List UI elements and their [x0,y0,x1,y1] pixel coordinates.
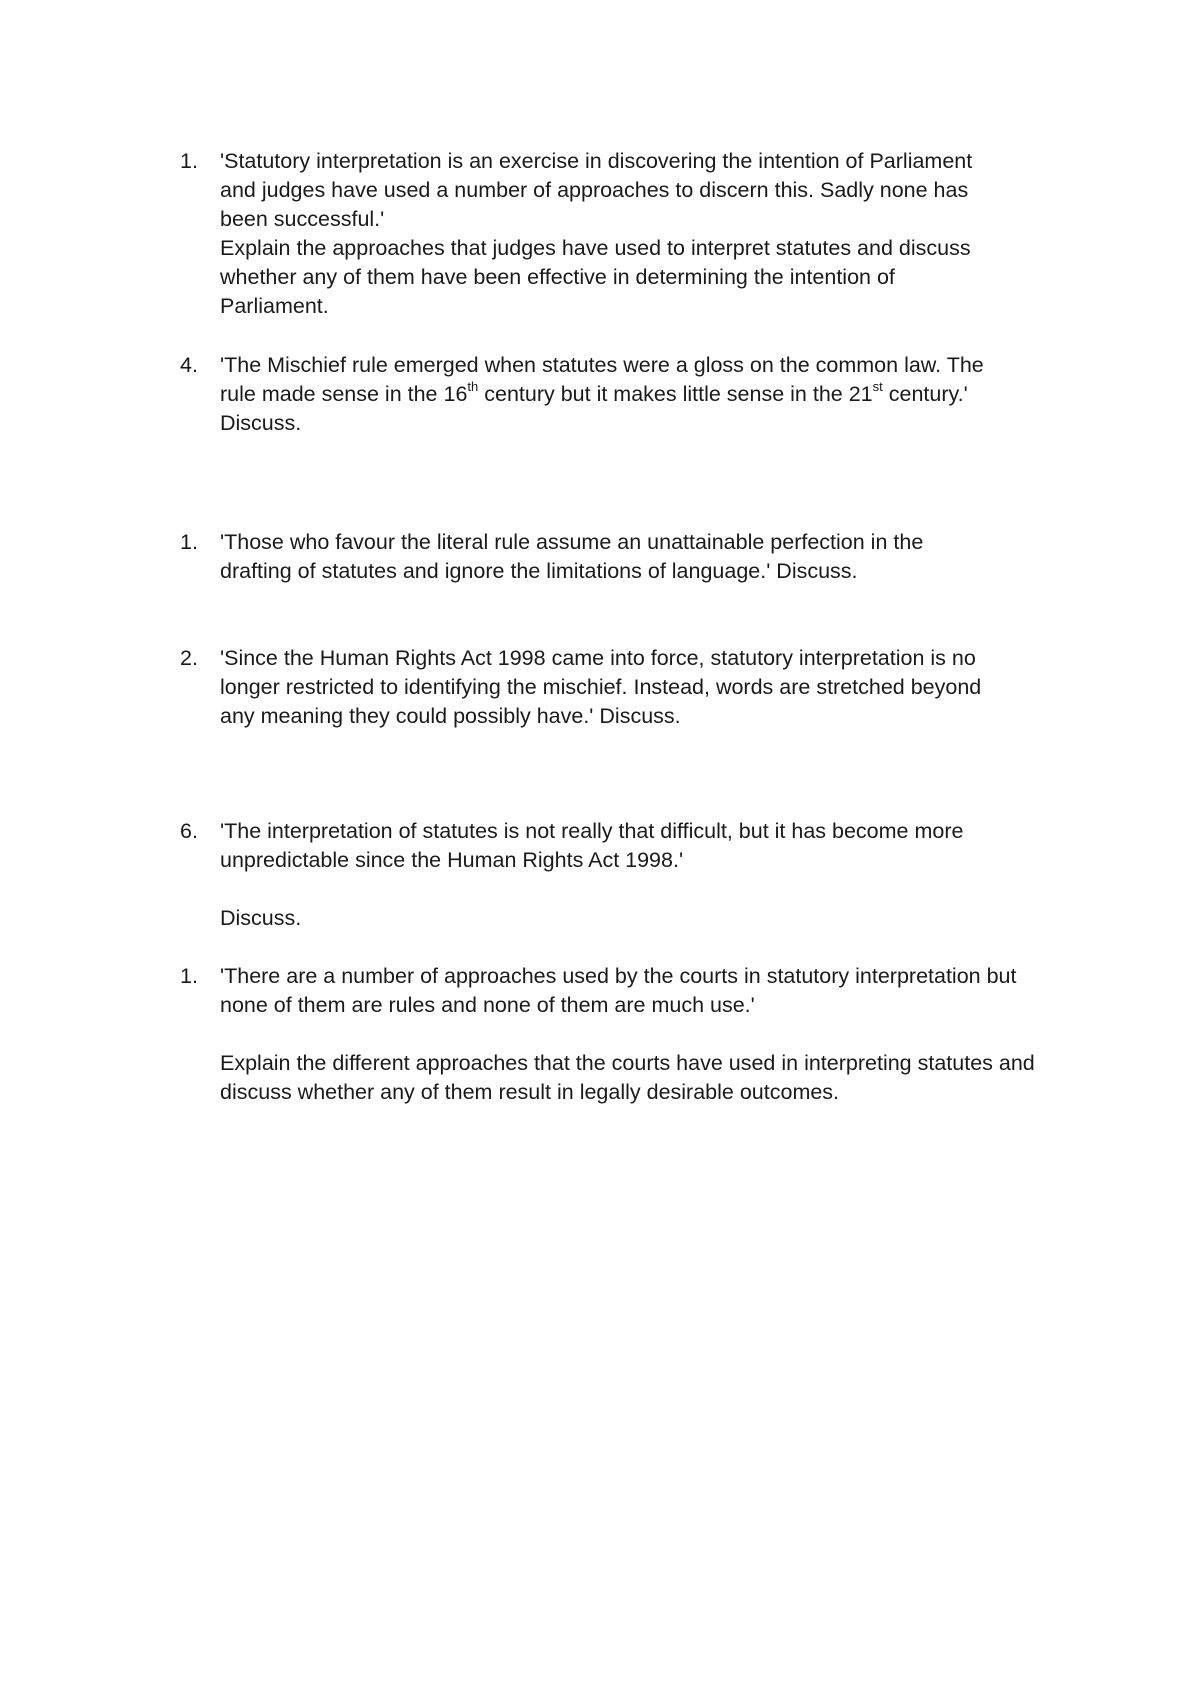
question-text: 'Statutory interpretation is an exercise in discovering the intention of Parliament and judges have used a number of approaches to discern this. Sadly none has been successful.' [220,149,973,231]
question-text: 'There are a number of approaches used by the courts in statutory interpretation but none of them are rules and none of them are much use.' [220,964,1017,1017]
list-number: 1. [180,964,198,988]
list-item [180,528,1080,586]
list-number: 1. [180,530,198,554]
question-text: 'The Mischief rule emerged when statutes were a gloss on the common law. The rule made sense in the 16th century but it makes little sense in the 21st century.' [220,353,984,406]
list-item [180,351,1080,438]
question-text: 'Those who favour the literal rule assume an unattainable perfection in the drafting of statutes and ignore the limitations of language.' Discuss. [220,530,924,583]
question-text: 'The interpretation of statutes is not really that difficult, but it has become more unpredictable since the Human Rights Act 1998.' [220,819,964,872]
list-number: 4. [180,353,198,377]
question-instruction: Explain the approaches that judges have used to interpret statutes and discuss whether any of them have been effective in determining the intention of Parliament. [220,236,971,318]
question-text: 'Since the Human Rights Act 1998 came into force, statutory interpretation is no longer restricted to identifying the mischief. Instead, words are stretched beyond any meaning they could possibly have.' Discuss. [220,646,982,728]
superscript: st [872,378,883,394]
question-instruction: Discuss. [220,906,302,930]
list-number: 6. [180,819,198,843]
question-instruction: Discuss. [220,411,302,435]
list-number: 2. [180,646,198,670]
superscript: th [467,378,479,394]
list-item [180,817,1080,933]
question-instruction: Explain the different approaches that the courts have used in interpreting statutes and discuss whether any of them result in legally desirable outcomes. [220,1051,1035,1104]
list-item [180,962,1080,1107]
list-item [180,644,1080,731]
list-item [180,147,1080,321]
list-number: 1. [180,149,198,173]
